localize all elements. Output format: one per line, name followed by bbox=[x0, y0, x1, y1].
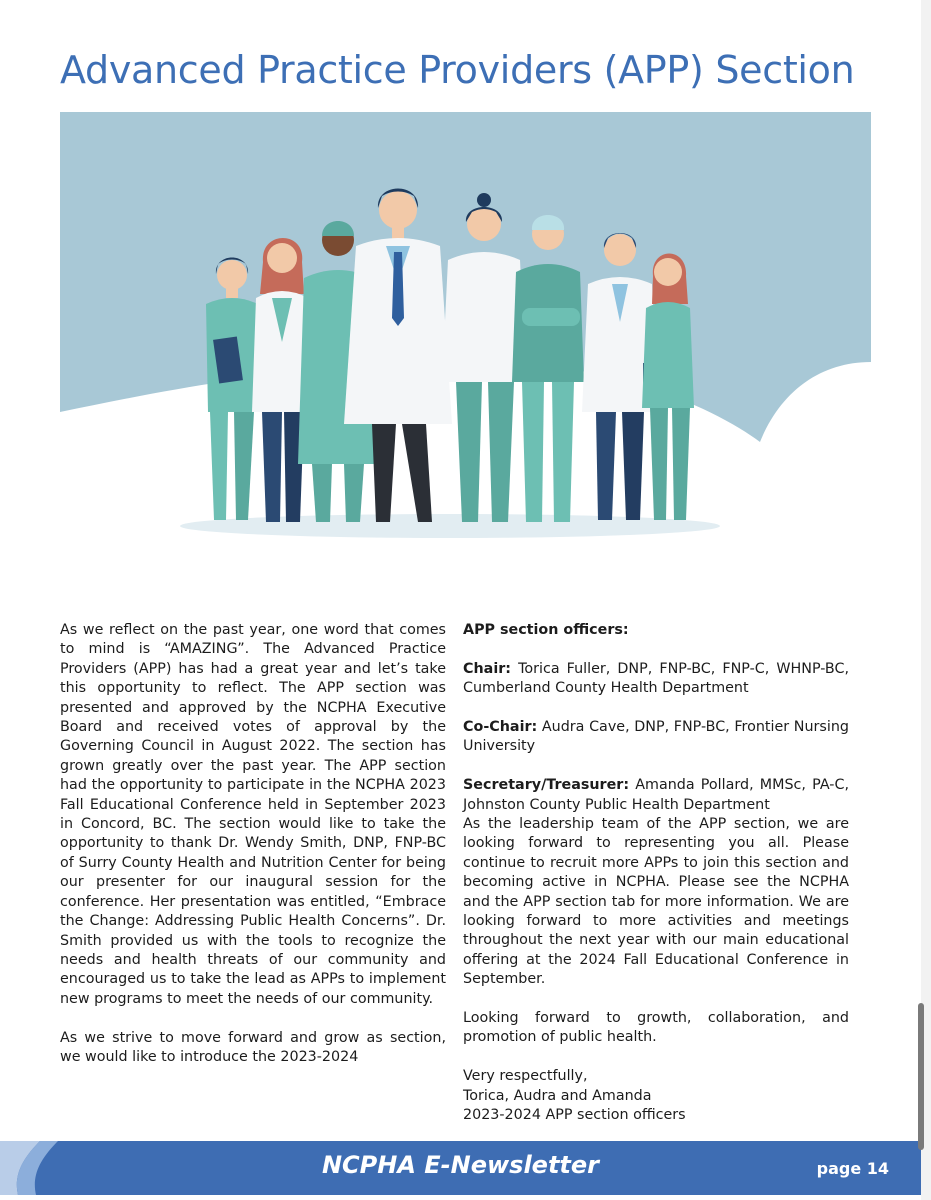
officers-heading: APP section officers: bbox=[463, 622, 629, 638]
leadership-paragraph: As the leadership team of the APP section, we are looking forward to representing you all. Please continue to recruit more APPs to join this section and becoming active in NCPHA. Please see the NCPHA and the APP section tab for more information. We are looking forward to more activities and meetings throughout the next year with our main educational offering at the 2024 Fall Educational Conference in September. bbox=[463, 816, 849, 988]
growth-paragraph: Looking forward to growth, collaboration, and promotion of public health. bbox=[463, 1010, 849, 1046]
officer-details: Torica Fuller, DNP, FNP-BC, FNP-C, WHNP-BC, Cumberland County Health Department bbox=[463, 660, 849, 697]
article-left-column bbox=[60, 621, 446, 1067]
officer-details: Audra Cave, DNP, FNP-BC, Frontier Nursing University bbox=[463, 719, 849, 755]
officer-role: Secretary/Treasurer: bbox=[463, 777, 630, 794]
officer-role: Co-Chair: bbox=[463, 719, 538, 735]
introduction-paragraph: As we strive to move forward and grow as section, we would like to introduce the 2023-2024 bbox=[60, 1029, 446, 1065]
article-right-column bbox=[463, 621, 849, 1125]
signoff-names: Torica, Audra and Amanda bbox=[463, 1087, 652, 1104]
officer-secretary-treasurer bbox=[463, 776, 849, 815]
officer-details: Amanda Pollard, MMSc, PA-C, Johnston County Public Health Department bbox=[463, 777, 849, 813]
signoff-line: Very respectfully, bbox=[463, 1068, 588, 1085]
page-number: page 14 bbox=[816, 1159, 889, 1178]
officer-role: Chair: bbox=[463, 660, 511, 677]
footer-bar bbox=[0, 1141, 921, 1195]
officer-chair bbox=[463, 660, 849, 699]
signoff-role: 2023-2024 APP section officers bbox=[463, 1107, 686, 1124]
page-title: Advanced Practice Providers (APP) Section bbox=[60, 48, 855, 92]
healthcare-team-illustration-icon bbox=[60, 112, 871, 542]
footer-title: NCPHA E-Newsletter bbox=[321, 1151, 600, 1179]
scrollbar-thumb[interactable] bbox=[918, 1003, 924, 1150]
signoff bbox=[463, 1067, 849, 1125]
intro-paragraph: As we reflect on the past year, one word that comes to mind is “AMAZING”. The Advanced Practice Providers (APP) has had a great year and let’s take this opportunity to reflect. The APP section was presented and approved by the NCPHA Executive Board and received votes of approval by the Governing Council in August 2022. The section has grown greatly over the past year. The APP section had the opportunity to participate in the NCPHA 2023 Fall Educational Conference held in September 2023 in Concord, BC. The section would like to take the opportunity to thank Dr. Wendy Smith, DNP, FNP-BC of Surry County Health and Nutrition Center for being our presenter for our inaugural session for the conference. Her presentation was entitled, “Embrace the Change: Addressing Public Health Concerns”. Dr. Smith provided us with the tools to recognize the needs and health threats of our community and encouraged us to take the lead as APPs to implement new programs to meet the needs of our community. bbox=[60, 622, 446, 1007]
officer-co-chair bbox=[463, 718, 849, 757]
